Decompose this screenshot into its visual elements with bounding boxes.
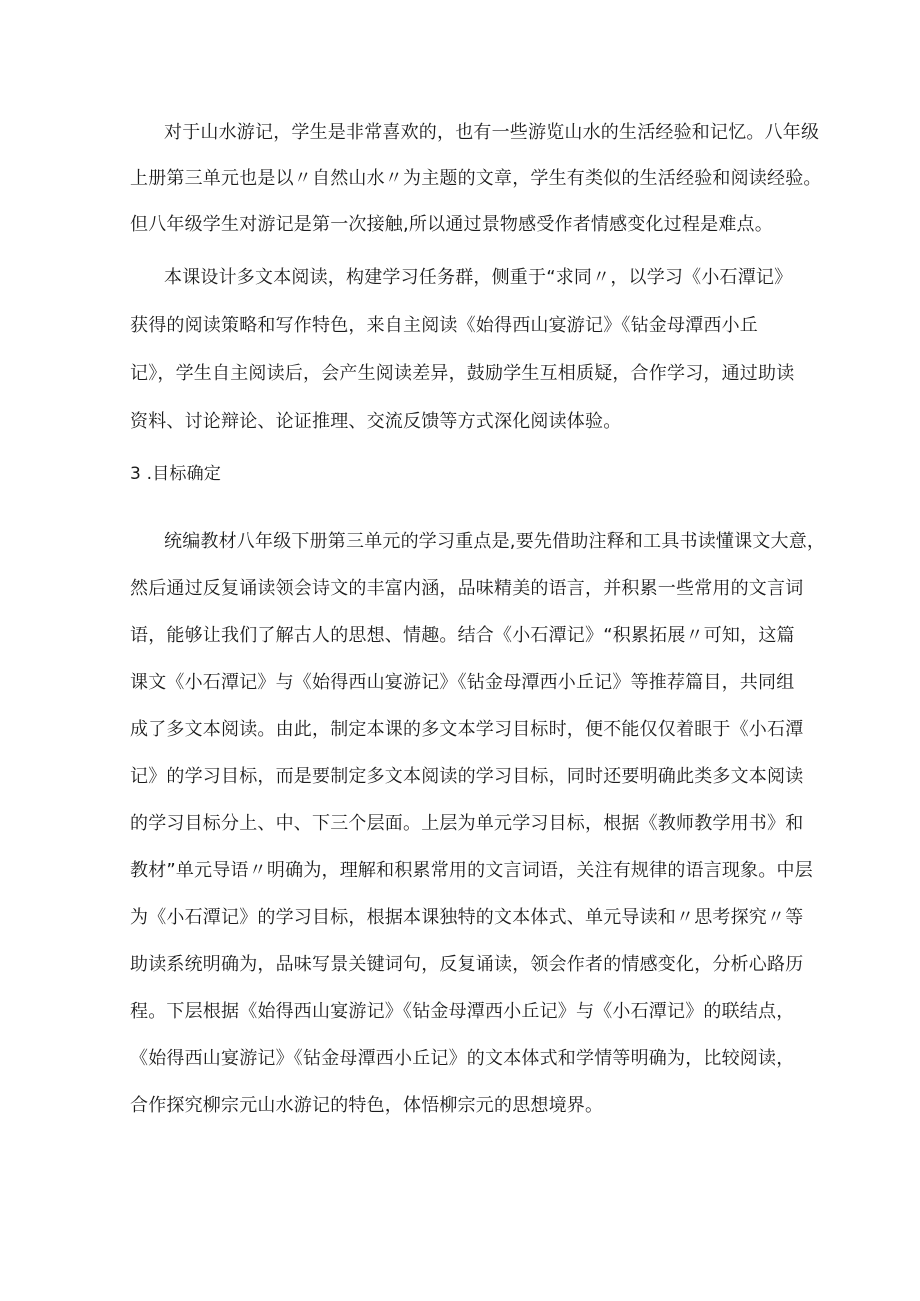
paragraph-3-line-5: 成了多文本阅读。由此，制定本课的多文本学习目标时，便不能仅仅着眼于《小石潭 — [130, 719, 804, 740]
paragraph-3-line-10: 助读系统明确为，品味写景关键词句，反复诵读，领会作者的情感变化，分析心路历 — [130, 954, 804, 975]
paragraph-3-line-6: 记》的学习目标，而是要制定多文本阅读的学习目标，同时还要明确此类多文本阅读 — [130, 766, 804, 787]
paragraph-3-line-3: 语，能够让我们了解古人的思想、情趣。结合《小石潭记》“积累拓展〃可知，这篇 — [130, 625, 795, 646]
paragraph-3-line-4: 课文《小石潭记》与《始得西山宴游记》《钻金母潭西小丘记》等推荐篇目，共同组 — [130, 672, 795, 693]
section-heading: 3 .目标确定 — [130, 464, 222, 484]
paragraph-3-line-1: 统编教材八年级下册第三单元的学习重点是,要先借助注释和工具书读懂课文大意， — [164, 531, 826, 552]
paragraph-3-line-8: 教材”单元导语〃明确为，理解和积累常用的文言词语，关注有规律的语言现象。中层 — [130, 860, 813, 881]
paragraph-1-line-2: 上册第三单元也是以〃自然山水〃为主题的文章，学生有类似的生活经验和阅读经验。 — [130, 168, 822, 189]
paragraph-3-line-13: 合作探究柳宗元山水游记的特色，体悟柳宗元的思想境界。 — [130, 1095, 604, 1116]
paragraph-2-line-2: 获得的阅读策略和写作特色，来自主阅读《始得西山宴游记》《钻金母潭西小丘 — [130, 315, 758, 336]
paragraph-3-line-7: 的学习目标分上、中、下三个层面。上层为单元学习目标，根据《教师教学用书》和 — [130, 813, 804, 834]
paragraph-3-line-9: 为《小石潭记》的学习目标，根据本课独特的文本体式、单元导读和〃思考探究〃等 — [130, 907, 804, 928]
paragraph-2-line-3: 记》，学生自主阅读后，会产生阅读差异，鼓励学生互相质疑，合作学习，通过助读 — [130, 363, 795, 384]
paragraph-2-line-4: 资料、讨论辩论、论证推理、交流反馈等方式深化阅读体验。 — [130, 411, 622, 432]
paragraph-2-line-1: 本课设计多文本阅读，构建学习任务群，侧重于“求同〃，以学习《小石潭记》 — [164, 267, 793, 288]
paragraph-3-line-2: 然后通过反复诵读领会诗文的丰富内涵，品味精美的语言，并积累一些常用的文言词 — [130, 578, 804, 599]
paragraph-1-line-1: 对于山水游记，学生是非常喜欢的，也有一些游览山水的生活经验和记忆。八年级 — [164, 122, 820, 143]
paragraph-1-line-3: 但八年级学生对游记是第一次接触,所以通过景物感受作者情感变化过程是难点。 — [130, 214, 773, 235]
paragraph-3-line-12: 《始得西山宴游记》《钻金母潭西小丘记》的文本体式和学情等明确为，比较阅读， — [130, 1048, 795, 1069]
paragraph-3-line-11: 程。下层根据《始得西山宴游记》《钻金母潭西小丘记》与《小石潭记》的联结点， — [130, 1001, 795, 1022]
